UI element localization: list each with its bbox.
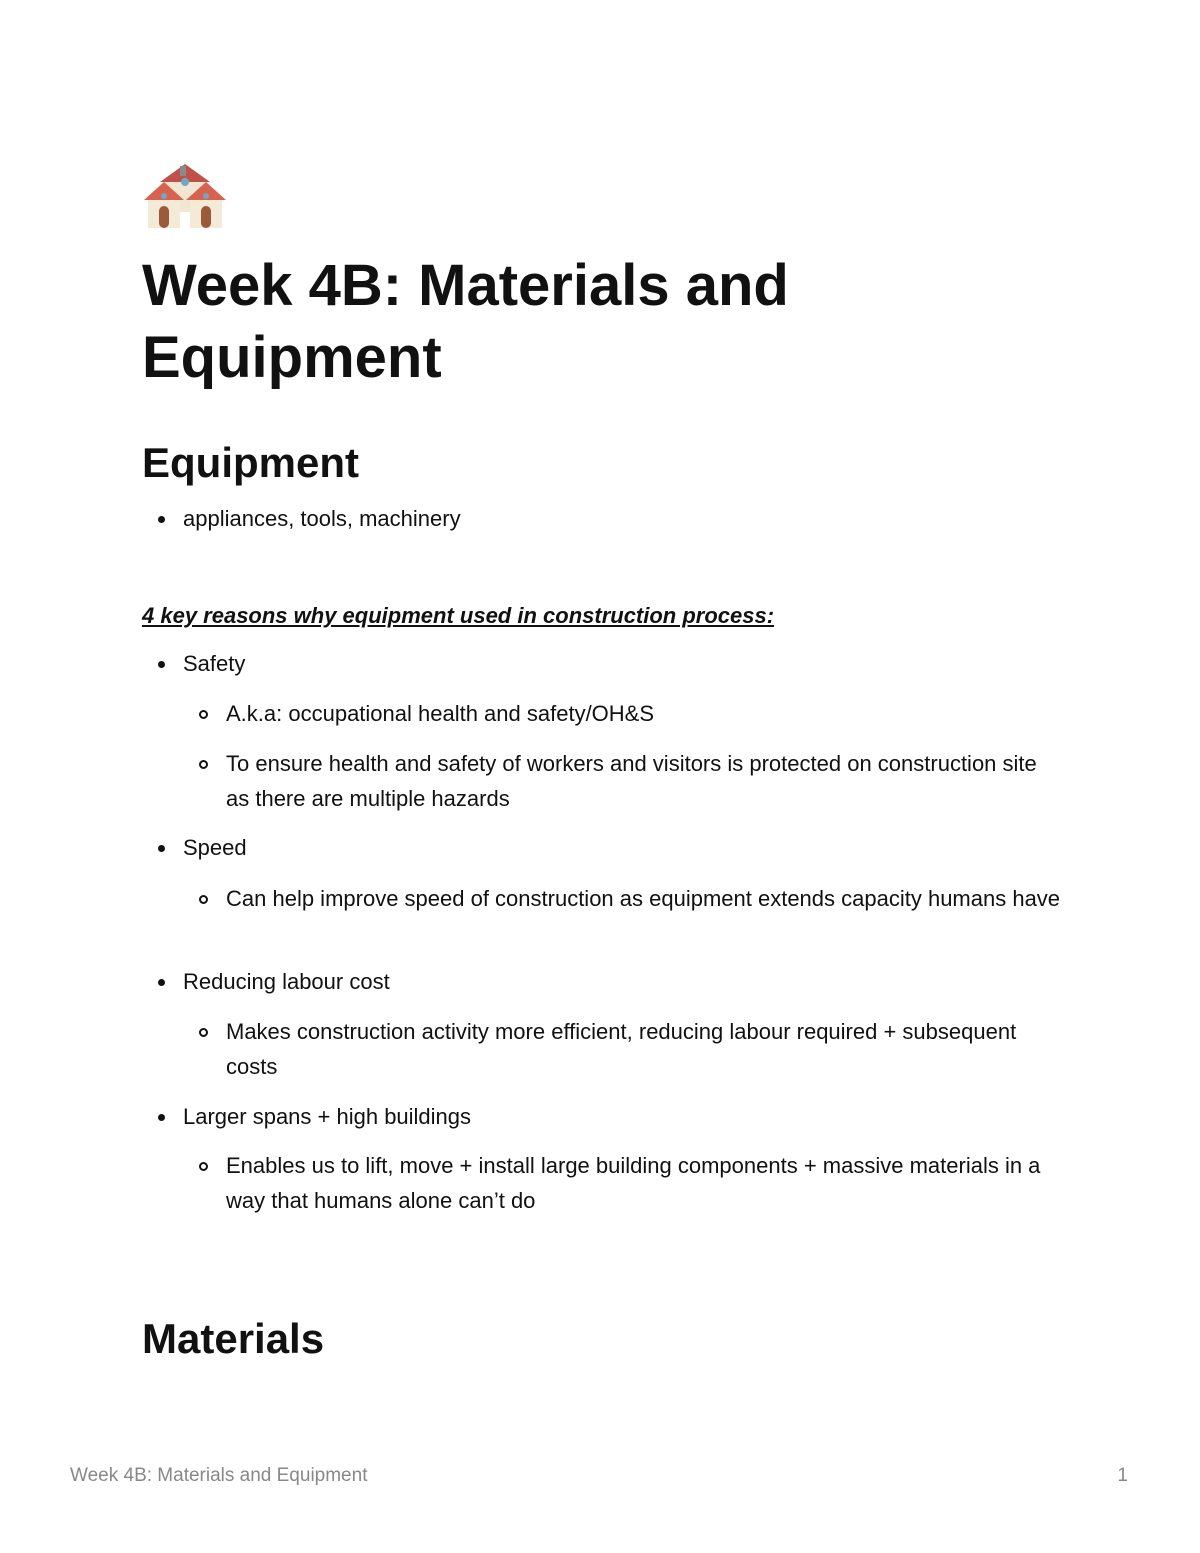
bullet-icon	[199, 760, 208, 769]
page-title: Week 4B: Materials and Equipment	[142, 253, 789, 390]
list-item: Makes construction activity more efficient, reducing labour required + subsequent costs	[226, 1014, 1066, 1084]
bullet-icon	[199, 1028, 208, 1037]
bullet-icon	[199, 1162, 208, 1171]
list-item: Can help improve speed of construction as equipment extends capacity humans have	[226, 881, 1066, 916]
bullet-icon	[158, 1114, 165, 1121]
list-item: Speed	[183, 830, 1063, 865]
list-item: Larger spans + high buildings	[183, 1099, 1063, 1134]
page-number: 1	[1117, 1465, 1128, 1486]
reasons-heading: 4 key reasons why equipment used in construction process:	[142, 603, 775, 628]
bullet-icon	[158, 979, 165, 986]
section-heading-materials: Materials	[142, 1315, 325, 1362]
list-item: A.k.a: occupational health and safety/OH&S	[226, 696, 1066, 731]
section-heading-equipment: Equipment	[142, 439, 359, 486]
list-item: appliances, tools, machinery	[183, 501, 1063, 536]
bullet-icon	[199, 710, 208, 719]
bullet-icon	[158, 661, 165, 668]
houses-icon	[142, 160, 228, 230]
list-item: Reducing labour cost	[183, 964, 1063, 999]
bullet-icon	[158, 516, 165, 523]
list-item: Safety	[183, 646, 1063, 681]
footer-title: Week 4B: Materials and Equipment	[70, 1465, 368, 1486]
list-item: Enables us to lift, move + install large building components + massive materials in a way that humans alone can’t do	[226, 1148, 1066, 1218]
list-item: To ensure health and safety of workers and visitors is protected on construction site as there are multiple hazards	[226, 746, 1066, 816]
bullet-icon	[199, 895, 208, 904]
bullet-icon	[158, 845, 165, 852]
